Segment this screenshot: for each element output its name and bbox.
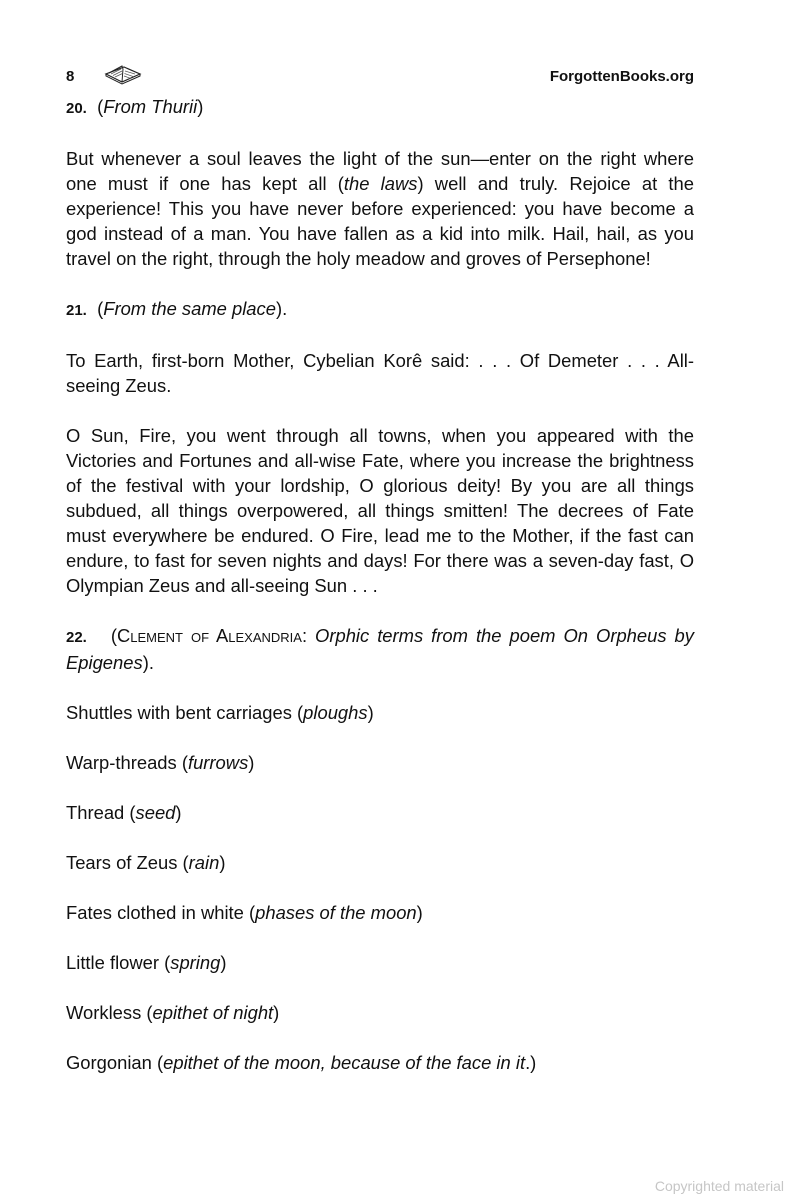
passage-20	[66, 146, 694, 271]
paren: .)	[525, 1052, 537, 1073]
paren: ).	[275, 298, 288, 319]
term-item	[66, 750, 694, 775]
page	[66, 60, 694, 1100]
term-item	[66, 900, 694, 925]
entry-source: Orphic terms from the poem On Orpheus by Epigenes	[66, 625, 694, 673]
term-meaning: spring	[170, 952, 221, 973]
term-text: Warp-threads (	[66, 752, 188, 773]
passage-21a: To Earth, first-born Mother, Cybelian Korê said: . . . Of Demeter . . . All-seeing Zeus.	[66, 350, 694, 396]
term-text: Gorgonian (	[66, 1052, 164, 1073]
term-text: Little flower (	[66, 952, 171, 973]
term-text: Thread (	[66, 802, 136, 823]
paren: (	[110, 625, 117, 646]
entry-number: 21.	[66, 302, 87, 319]
term-item	[66, 950, 694, 975]
colon: :	[301, 625, 316, 646]
term-text: Tears of Zeus (	[66, 852, 189, 873]
term-text: Workless (	[66, 1002, 153, 1023]
copyright-watermark: Copyrighted material	[654, 1178, 784, 1194]
term-meaning: epithet of the moon, because of the face in it	[163, 1052, 526, 1073]
term-meaning: rain	[188, 852, 220, 873]
entry-source: From Thurii	[103, 96, 198, 117]
entry-source: From the same place	[103, 298, 276, 319]
term-text: Fates clothed in white (	[66, 902, 256, 923]
term-meaning: seed	[135, 802, 176, 823]
term-meaning: epithet of night	[152, 1002, 274, 1023]
paren: ).	[142, 652, 154, 673]
term-item	[66, 800, 694, 825]
term-text: Shuttles with bent carriages (	[66, 702, 304, 723]
site-name: ForgottenBooks.org	[549, 68, 694, 85]
paren: )	[367, 702, 374, 723]
entry-heading-22	[66, 623, 694, 675]
passage-italic: the laws	[343, 173, 418, 194]
paren: )	[175, 802, 182, 823]
paren: )	[219, 852, 226, 873]
term-meaning: phases of the moon	[255, 902, 417, 923]
passage-text: But whenever a soul leaves the light of the sun—enter on the right where one must if one has kept all (	[66, 148, 694, 194]
term-item	[66, 700, 694, 725]
entry-number: 20.	[66, 100, 87, 117]
paren: (	[97, 96, 104, 117]
passage-text: ) well and truly. Rejoice at the experience! This you have never before experienced: you have become a god instead of a man. You have fallen as a kid into milk. Hail, hail, as you travel on the right, through the holy meadow and groves of Persephone!	[66, 173, 694, 269]
page-body	[66, 94, 694, 1075]
page-number: 8	[66, 68, 75, 85]
open-book-icon	[102, 62, 144, 93]
paren: )	[197, 96, 204, 117]
term-item	[66, 1050, 694, 1075]
paren: )	[273, 1002, 280, 1023]
paren: )	[220, 952, 227, 973]
page-header	[66, 60, 694, 94]
passage-21b: O Sun, Fire, you went through all towns, when you appeared with the Victories and Fortunes and all-wise Fate, where you increase the brightness of the festival with your lordship, O glorious deity! By you are all things subdued, all things overpowered, all things smitten! The decrees of Fate must everywhere be endured. O Fire, lead me to the Mother, if the fast can endure, to fast for seven nights and days! For there was a seven-day fast, O Olympian Zeus and all-seeing Sun . . .	[66, 425, 694, 596]
entry-author: Clement of Alexandria	[116, 625, 302, 646]
term-item	[66, 1000, 694, 1025]
entry-heading-21	[66, 296, 694, 323]
term-item	[66, 850, 694, 875]
term-meaning: ploughs	[303, 702, 368, 723]
entry-heading-20	[66, 94, 694, 121]
paren: )	[248, 752, 255, 773]
paren: )	[416, 902, 423, 923]
term-meaning: furrows	[187, 752, 249, 773]
paren: (	[97, 298, 104, 319]
entry-number: 22.	[66, 629, 87, 646]
